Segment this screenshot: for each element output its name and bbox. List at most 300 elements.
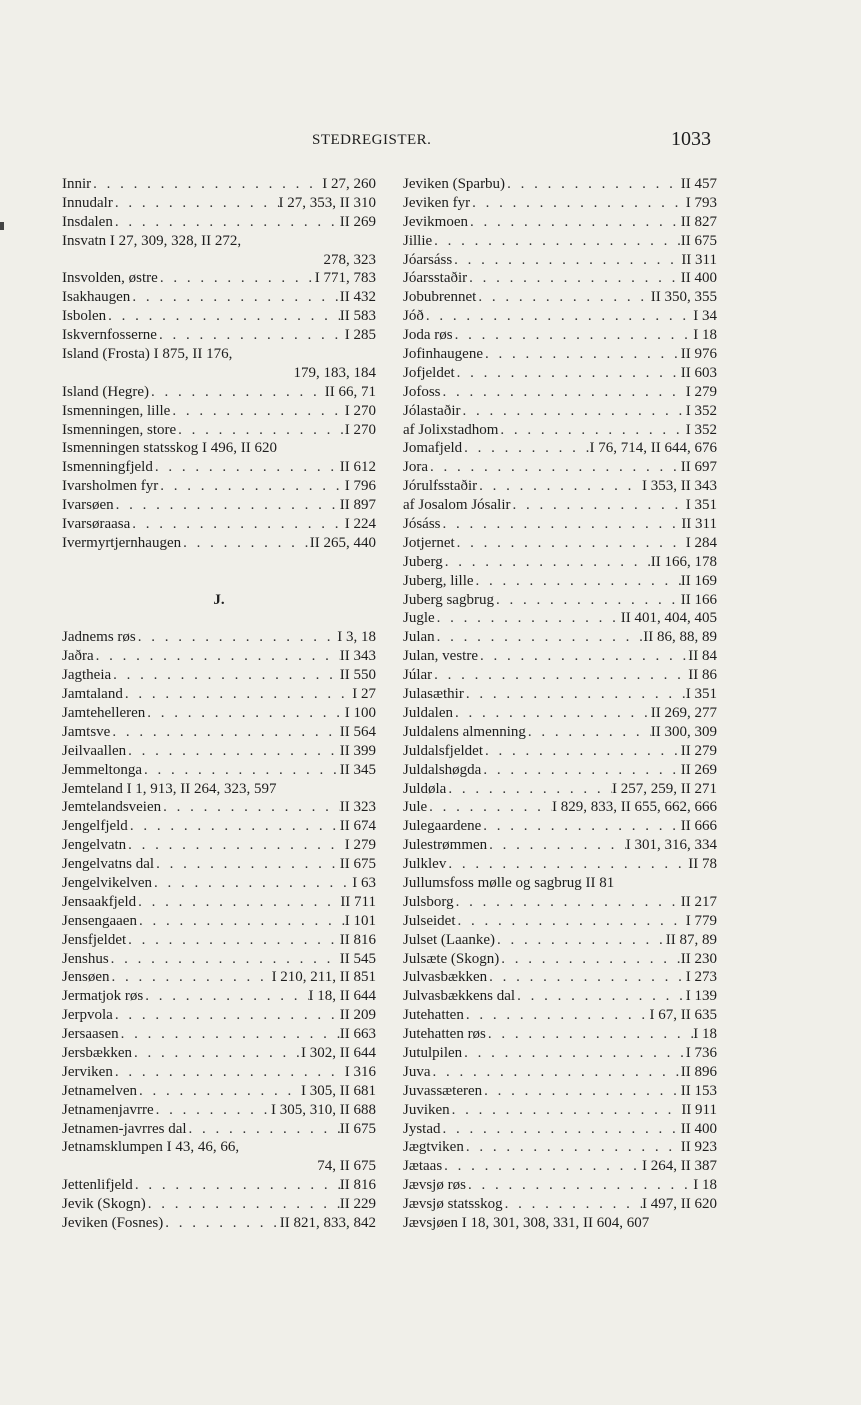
entry-name: Jóarsstaðir xyxy=(403,270,468,287)
page-title: STEDREGISTER. xyxy=(312,132,432,148)
entry-name: Jerviken xyxy=(62,1063,113,1080)
index-entry xyxy=(403,666,717,685)
index-entry xyxy=(62,836,376,855)
entry-name: Juldalshøgda xyxy=(403,761,482,778)
entry-name: Ismenningfjeld xyxy=(62,459,153,476)
entry-name: Insvatn I 27, 309, 328, II 272, xyxy=(62,232,242,249)
entry-name: Juberg, lille xyxy=(403,572,474,589)
entry-name: Jengelvatns dal xyxy=(62,856,155,873)
entry-ref: I 352 xyxy=(685,402,717,419)
index-entry xyxy=(62,326,376,345)
entry-name: Julestrømmen xyxy=(403,837,488,854)
entry-name: Jensfjeldet xyxy=(62,931,127,948)
index-entry xyxy=(62,1006,376,1025)
entry-name: Jetnamenjavrre xyxy=(62,1101,154,1118)
leader-dots xyxy=(455,534,686,553)
leader-dots xyxy=(453,326,694,345)
leader-dots xyxy=(466,1176,693,1195)
entry-name: Jobubrennet xyxy=(403,289,477,306)
leader-dots xyxy=(462,439,589,458)
leader-dots xyxy=(136,628,338,647)
leader-dots xyxy=(483,742,681,761)
index-entry xyxy=(403,251,717,270)
entry-ref: II 269 xyxy=(680,761,717,778)
leader-dots xyxy=(486,1025,693,1044)
entry-name: Jensaakfjeld xyxy=(62,893,137,910)
entry-name: Juldalens almenning xyxy=(403,723,526,740)
page-number: 1033 xyxy=(671,128,711,150)
leader-dots xyxy=(111,666,340,685)
index-entry xyxy=(62,950,376,969)
entry-ref: II 675 xyxy=(680,232,717,249)
entry-name: Jensøen xyxy=(62,969,110,986)
entry-ref: II 209 xyxy=(339,1007,376,1024)
index-entry xyxy=(62,421,376,440)
entry-ref: I 27, 353, II 310 xyxy=(278,194,376,211)
entry-name: Jægtviken xyxy=(403,1139,464,1156)
entry-ref: II 229 xyxy=(339,1196,376,1213)
leader-dots xyxy=(157,326,345,345)
index-entry-continuation: 278, 323 xyxy=(323,251,376,268)
leader-dots xyxy=(137,1082,301,1101)
entry-name: Jemtelandsveien xyxy=(62,799,162,816)
entry-ref: II 583 xyxy=(339,308,376,325)
index-entry xyxy=(403,874,717,893)
index-entry xyxy=(62,534,376,553)
entry-ref: II 401, 404, 405 xyxy=(620,610,717,627)
index-entry xyxy=(62,496,376,515)
leader-dots xyxy=(446,780,612,799)
leader-dots xyxy=(461,402,686,421)
entry-ref: I 353, II 343 xyxy=(642,478,717,495)
leader-dots xyxy=(453,704,651,723)
leader-dots xyxy=(106,307,340,326)
entry-name: Ivarsøraasa xyxy=(62,516,131,533)
index-entry xyxy=(62,987,376,1006)
entry-ref: II 217 xyxy=(680,893,717,910)
index-entry xyxy=(403,288,717,307)
leader-dots xyxy=(126,931,340,950)
index-entry xyxy=(403,402,717,421)
leader-dots xyxy=(495,931,666,950)
index-entry xyxy=(62,1195,376,1214)
entry-ref: II 697 xyxy=(680,459,717,476)
entry-ref: I 301, 316, 334 xyxy=(625,837,717,854)
leader-dots xyxy=(113,194,279,213)
leader-dots xyxy=(154,1101,271,1120)
leader-dots xyxy=(454,893,681,912)
entry-ref: II 675 xyxy=(339,856,376,873)
entry-name: Jullumsfoss mølle og sagbrug II 81 xyxy=(403,874,615,891)
entry-name: Juviken xyxy=(403,1101,450,1118)
leader-dots xyxy=(468,213,681,232)
entry-name: Jagtheia xyxy=(62,667,112,684)
index-entry xyxy=(403,780,717,799)
index-column-right xyxy=(403,175,717,1233)
leader-dots xyxy=(510,496,685,515)
index-entry xyxy=(403,307,717,326)
leader-dots xyxy=(424,307,693,326)
index-entry xyxy=(62,1138,376,1157)
entry-ref: I 302, II 644 xyxy=(301,1044,376,1061)
entry-ref: II 675 xyxy=(339,1120,376,1137)
leader-dots xyxy=(119,1025,340,1044)
index-entry xyxy=(403,345,717,364)
entry-name: Jaðra xyxy=(62,648,94,665)
index-entry xyxy=(62,175,376,194)
leader-dots xyxy=(470,194,686,213)
entry-ref: I 351 xyxy=(685,497,717,514)
entry-name: Jutehatten røs xyxy=(403,1026,486,1043)
index-entry xyxy=(62,1082,376,1101)
entry-name: Iskvernfosserne xyxy=(62,327,157,344)
entry-ref: I 27 xyxy=(352,686,376,703)
entry-ref: II 674 xyxy=(339,818,376,835)
entry-ref: I 793 xyxy=(685,194,717,211)
leader-dots xyxy=(110,968,272,987)
index-entry-continuation: 179, 183, 184 xyxy=(293,364,376,381)
leader-dots xyxy=(114,496,340,515)
leader-dots xyxy=(158,269,315,288)
leader-dots xyxy=(515,987,686,1006)
entry-name: Jetnamen-javrres dal xyxy=(62,1120,187,1137)
entry-name: Jadnems røs xyxy=(62,629,136,646)
entry-ref: II 311 xyxy=(681,251,717,268)
scan-margin-mark xyxy=(0,222,4,230)
entry-name: Island (Frosta) I 875, II 176, xyxy=(62,346,233,363)
entry-ref: II 666 xyxy=(680,818,717,835)
index-entry xyxy=(403,572,717,591)
entry-ref: II 897 xyxy=(339,497,376,514)
entry-name: Jillie xyxy=(403,232,433,249)
index-entry xyxy=(62,477,376,496)
index-entry xyxy=(403,534,717,553)
index-entry xyxy=(62,912,376,931)
entry-name: Julklev xyxy=(403,856,447,873)
entry-ref: I 63 xyxy=(352,874,376,891)
entry-ref: II 153 xyxy=(680,1082,717,1099)
index-entry xyxy=(403,213,717,232)
index-entry xyxy=(403,1176,717,1195)
entry-ref: II 66, 71 xyxy=(324,383,376,400)
index-entry xyxy=(62,704,376,723)
index-entry xyxy=(403,364,717,383)
index-entry xyxy=(403,458,717,477)
entry-ref: I 270 xyxy=(344,402,376,419)
index-entry xyxy=(62,968,376,987)
index-entry xyxy=(403,477,717,496)
leader-dots xyxy=(128,817,340,836)
entry-ref: II 976 xyxy=(680,346,717,363)
entry-name: Jofjeldet xyxy=(403,364,455,381)
index-entry xyxy=(62,647,376,666)
leader-dots xyxy=(441,1120,681,1139)
index-entry xyxy=(403,1006,717,1025)
index-entry xyxy=(403,1195,717,1214)
leader-dots xyxy=(145,704,344,723)
index-entry xyxy=(62,931,376,950)
index-entry xyxy=(62,685,376,704)
entry-ref: I 273 xyxy=(685,969,717,986)
index-entry xyxy=(403,609,717,628)
entry-name: Jósáss xyxy=(403,516,441,533)
index-entry xyxy=(62,439,376,458)
leader-dots xyxy=(123,685,352,704)
index-entry xyxy=(403,798,717,817)
entry-name: Julvasbækkens dal xyxy=(403,988,516,1005)
entry-ref: II 166, 178 xyxy=(650,553,717,570)
entry-ref: I 67, II 635 xyxy=(649,1007,717,1024)
leader-dots xyxy=(428,458,681,477)
entry-name: Jora xyxy=(403,459,428,476)
leader-dots xyxy=(481,761,680,780)
entry-ref: II 399 xyxy=(339,742,376,759)
entry-ref: I 351 xyxy=(685,686,717,703)
index-entry xyxy=(403,439,717,458)
entry-ref: II 816 xyxy=(339,1177,376,1194)
entry-name: Jengelvikelven xyxy=(62,874,152,891)
leader-dots xyxy=(113,1006,340,1025)
index-entry xyxy=(403,1025,717,1044)
leader-dots xyxy=(487,836,626,855)
entry-ref: I 27, 260 xyxy=(322,176,376,192)
index-entry xyxy=(403,383,717,402)
index-entry xyxy=(403,421,717,440)
entry-ref: II 84 xyxy=(688,648,717,665)
entry-ref: I 18 xyxy=(693,1177,717,1194)
index-entry xyxy=(403,515,717,534)
index-entry xyxy=(62,402,376,421)
leader-dots xyxy=(109,950,340,969)
entry-ref: I 279 xyxy=(685,383,717,400)
entry-name: Ivarsøen xyxy=(62,497,114,514)
entry-name: Innudalr xyxy=(62,194,113,211)
entry-name: Island (Hegre) xyxy=(62,383,150,400)
index-entry xyxy=(403,175,717,194)
entry-name: Julset (Laanke) xyxy=(403,931,496,948)
entry-ref: II 166 xyxy=(680,591,717,608)
entry-name: Insdalen xyxy=(62,213,113,230)
entry-name: Júlar xyxy=(403,667,433,684)
entry-name: Ismenningen, lille xyxy=(62,402,171,419)
entry-ref: I 771, 783 xyxy=(314,270,376,287)
entry-ref: I 305, 310, II 688 xyxy=(271,1101,376,1118)
entry-name: Jengelvatn xyxy=(62,837,127,854)
entry-ref: I 736 xyxy=(685,1044,717,1061)
entry-ref: I 796 xyxy=(344,478,376,495)
leader-dots xyxy=(154,855,340,874)
leader-dots xyxy=(478,647,688,666)
index-entry xyxy=(62,893,376,912)
entry-name: Juvassæteren xyxy=(403,1082,483,1099)
index-entry xyxy=(62,288,376,307)
entry-name: Ivermyrtjernhaugen xyxy=(62,534,182,551)
index-column-left xyxy=(62,175,376,1233)
entry-ref: I 100 xyxy=(344,704,376,721)
index-entry xyxy=(403,1214,717,1233)
leader-dots xyxy=(91,175,322,194)
index-entry xyxy=(403,817,717,836)
entry-name: Jamtehelleren xyxy=(62,704,146,721)
leader-dots xyxy=(494,591,681,610)
leader-dots xyxy=(481,817,680,836)
index-entry xyxy=(62,817,376,836)
index-entry xyxy=(62,307,376,326)
entry-name: Jóð xyxy=(403,308,424,325)
index-entry xyxy=(403,893,717,912)
leader-dots xyxy=(450,1101,682,1120)
entry-name: Juberg xyxy=(403,553,443,570)
entry-name: Jersaasen xyxy=(62,1026,119,1043)
leader-dots xyxy=(446,855,688,874)
entry-ref: II 663 xyxy=(339,1026,376,1043)
entry-ref: II 400 xyxy=(680,1120,717,1137)
entry-name: Jystad xyxy=(403,1120,441,1137)
leader-dots xyxy=(462,1044,686,1063)
entry-ref: II 269 xyxy=(339,213,376,230)
index-entry xyxy=(403,232,717,251)
entry-ref: I 3, 18 xyxy=(337,629,376,646)
section-letter: J. xyxy=(213,591,225,608)
leader-dots xyxy=(158,477,345,496)
index-entry xyxy=(403,704,717,723)
leader-dots xyxy=(498,421,685,440)
index-entry xyxy=(62,798,376,817)
leader-dots xyxy=(126,742,340,761)
index-entry xyxy=(62,723,376,742)
leader-dots xyxy=(136,893,340,912)
leader-dots xyxy=(431,1063,681,1082)
entry-ref: I 18, II 644 xyxy=(308,988,376,1005)
index-entry xyxy=(62,628,376,647)
entry-name: Ivarsholmen fyr xyxy=(62,478,159,495)
entry-ref: I 18 xyxy=(693,1026,717,1043)
index-entry xyxy=(403,628,717,647)
entry-ref: II 612 xyxy=(339,459,376,476)
leader-dots xyxy=(474,572,681,591)
entry-ref: II 279 xyxy=(680,742,717,759)
spacer xyxy=(62,553,376,572)
index-entry xyxy=(403,1082,717,1101)
entry-ref: I 829, 833, II 655, 662, 666 xyxy=(552,799,717,816)
entry-name: Isakhaugen xyxy=(62,289,131,306)
entry-name: Julan, vestre xyxy=(403,648,478,665)
entry-name: Jofinhaugene xyxy=(403,346,483,363)
entry-name: af Jolixstadhom xyxy=(403,421,499,438)
entry-name: Jólastaðir xyxy=(403,402,461,419)
index-entry xyxy=(62,1025,376,1044)
index-entry xyxy=(62,515,376,534)
spacer xyxy=(62,609,376,628)
entry-name: Jettenlifjeld xyxy=(62,1177,133,1194)
index-entry xyxy=(403,685,717,704)
entry-ref: II 78 xyxy=(688,856,717,873)
entry-ref: II 432 xyxy=(339,289,376,306)
entry-name: Jerpvola xyxy=(62,1007,113,1024)
entry-name: Juberg sagbrug xyxy=(403,591,494,608)
entry-ref: II 603 xyxy=(680,364,717,381)
index-entry xyxy=(403,326,717,345)
leader-dots xyxy=(153,458,340,477)
index-entry xyxy=(403,647,717,666)
entry-ref: II 821, 833, 842 xyxy=(279,1214,376,1231)
entry-name: Insvolden, østre xyxy=(62,270,158,287)
entry-name: Ismenningen statsskog I 496, II 620 xyxy=(62,440,277,457)
index-entry xyxy=(62,1214,376,1233)
index-entry xyxy=(403,1063,717,1082)
index-entry xyxy=(62,1120,376,1139)
index-entry xyxy=(62,458,376,477)
leader-dots xyxy=(132,1044,301,1063)
index-entry xyxy=(403,1120,717,1139)
leader-dots xyxy=(427,798,552,817)
entry-ref: II 300, 309 xyxy=(650,723,717,740)
leader-dots xyxy=(94,647,340,666)
leader-dots xyxy=(110,723,339,742)
index-entry xyxy=(403,987,717,1006)
entry-name: Jule xyxy=(403,799,428,816)
leader-dots xyxy=(477,477,642,496)
entry-name: Julsæte (Skogn) xyxy=(403,950,500,967)
entry-ref: I 305, II 681 xyxy=(301,1082,376,1099)
index-entry xyxy=(403,496,717,515)
entry-ref: I 257, 259, II 271 xyxy=(612,780,717,797)
entry-name: Jetnamsklumpen I 43, 46, 66, xyxy=(62,1139,240,1156)
entry-name: Jenshus xyxy=(62,950,109,967)
leader-dots xyxy=(526,723,651,742)
leader-dots xyxy=(442,1157,642,1176)
entry-name: Jætaas xyxy=(403,1158,443,1175)
entry-ref: I 34 xyxy=(693,308,717,325)
leader-dots xyxy=(126,836,345,855)
entry-name: Jutehatten xyxy=(403,1007,464,1024)
leader-dots xyxy=(476,288,650,307)
index-entry xyxy=(62,269,376,288)
index-entry xyxy=(62,1063,376,1082)
entry-name: Joda røs xyxy=(403,327,453,344)
entry-ref: II 230 xyxy=(680,950,717,967)
entry-name: Julvasbækken xyxy=(403,969,488,986)
entry-name: Jeviken (Sparbu) xyxy=(403,176,506,192)
entry-ref: II 911 xyxy=(681,1101,717,1118)
entry-name: Jóarsáss xyxy=(403,251,453,268)
entry-ref: II 816 xyxy=(339,931,376,948)
index-entry xyxy=(62,194,376,213)
leader-dots xyxy=(452,251,681,270)
index-entry xyxy=(403,912,717,931)
entry-name: Ismenningen, store xyxy=(62,421,177,438)
entry-name: Julegaardene xyxy=(403,818,482,835)
entry-ref: I 210, 211, II 851 xyxy=(271,969,376,986)
entry-ref: I 352 xyxy=(685,421,717,438)
index-entry xyxy=(403,591,717,610)
index-entry xyxy=(403,742,717,761)
leader-dots xyxy=(441,383,686,402)
entry-name: Jævsjø røs xyxy=(403,1177,466,1194)
entry-name: Jengelfjeld xyxy=(62,818,128,835)
leader-dots xyxy=(113,213,340,232)
leader-dots xyxy=(464,1006,650,1025)
leader-dots xyxy=(146,1195,340,1214)
index-entry xyxy=(62,742,376,761)
entry-name: Jamtsve xyxy=(62,723,111,740)
entry-name: Jermatjok røs xyxy=(62,988,144,1005)
index-entry xyxy=(62,780,376,799)
entry-ref: II 87, 89 xyxy=(665,931,717,948)
entry-ref: II 345 xyxy=(339,761,376,778)
entry-name: Julsborg xyxy=(403,893,454,910)
entry-name: Jeilvaallen xyxy=(62,742,127,759)
